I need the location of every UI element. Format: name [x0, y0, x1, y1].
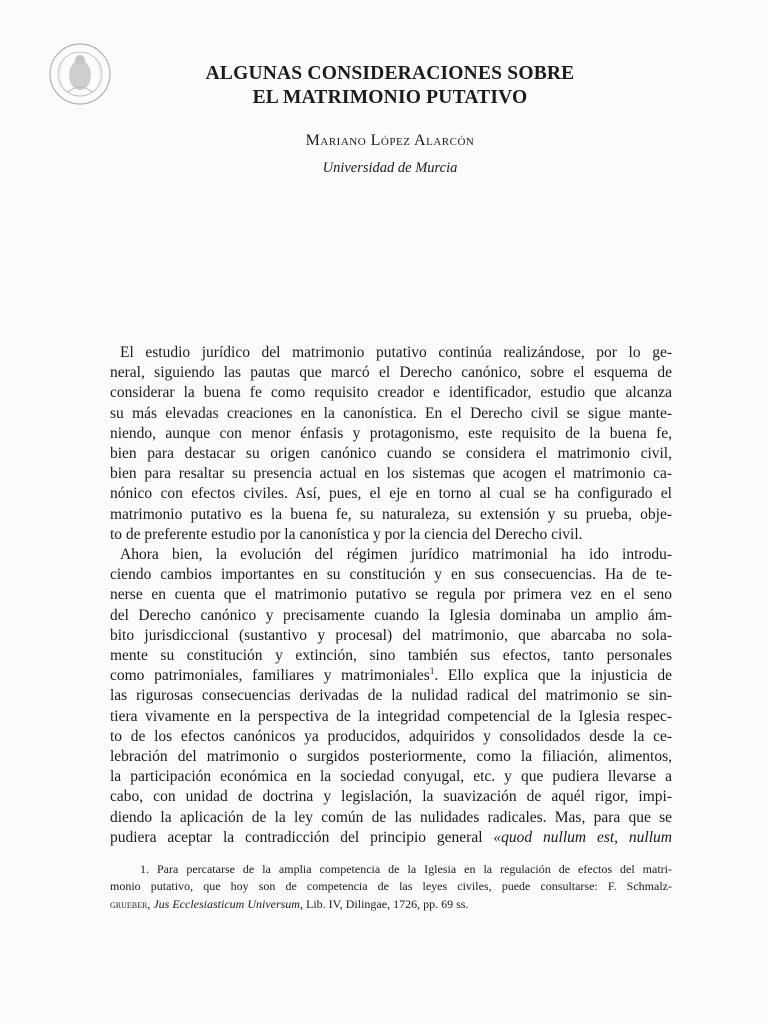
text-line: del Derecho canónico y precisamente cuando la Iglesia dominaba un amplio ám- [110, 606, 672, 624]
text-line: neral, siguiendo las pautas que marcó el Derecho canónico, sobre el esquema de [110, 364, 672, 382]
text-line: mente su constitución y extinción, sino también sus efectos, tanto personales [110, 647, 672, 665]
text-line: como patrimoniales, familiares y matrimoniales$^1$. Ello explica que la injusticia de [110, 666, 672, 685]
text-line: to de preferente estudio por la canonística y por la ciencia del Derecho civil. [110, 525, 583, 543]
text-line: nerse en cuenta que el matrimonio putativo se regula por primera vez en el seno [110, 586, 672, 604]
paragraph-1 [110, 343, 672, 545]
text-line: nónico con efectos civiles. Así, pues, el eje en torno al cual se ha configurado el [110, 485, 672, 503]
text-line: bito jurisdiccional (sustantivo y procesal) del matrimonio, que abarcaba no sola- [110, 626, 672, 644]
paragraph-2 [110, 545, 672, 848]
text-line: to de los efectos canónicos ya producidos, adquiridos y consolidados desde la ce- [110, 727, 672, 745]
university-seal-logo [48, 42, 112, 106]
title-line-2: EL MATRIMONIO PUTATIVO [252, 87, 528, 108]
text-line: lebración del matrimonio o surgidos posteriormente, como la filiación, alimentos, [110, 748, 672, 766]
latin-quote: «quod nullum est, nullum [493, 828, 672, 846]
text-line: niendo, aunque con menor énfasis y protagonismo, este requisito de la buena fe, [110, 424, 672, 442]
text-line: considerar la buena fe como requisito creador e identificador, estudio que alcanza [110, 384, 672, 402]
text-line [110, 828, 672, 848]
footnote-line [110, 861, 672, 878]
text-segment: pudiera aceptar la contradicción del principio general [110, 828, 483, 846]
footnote-line [110, 896, 672, 913]
text-segment: Ello explica que la injusticia de [447, 667, 672, 685]
text-line: la participación económica en la sociedad conyugal, etc. y que pudiera llevarse a [110, 768, 672, 786]
footnote-text: Para percatarse de la amplia competencia de la Iglesia en la regulación de efectos del matri- [157, 862, 673, 876]
text-line: las rigurosas consecuencias derivadas de la nulidad radical del matrimonio se sin- [110, 687, 672, 705]
article-title [120, 62, 660, 110]
text-line: su más elevadas creaciones en la canonística. En el Derecho civil se sigue mante- [110, 404, 672, 422]
text-line: Ahora bien, la evolución del régimen jurídico matrimonial ha ido introdu- [120, 546, 672, 564]
text-line: matrimonio putativo es la buena fe, su naturaleza, su extensión y su prueba, obje- [110, 505, 672, 523]
cited-work: Jus Ecclesiasticum Universum, [153, 896, 303, 911]
text-line: bien para destacar su origen canónico cuando se considera el matrimonio civil, [110, 445, 672, 463]
text-line: diendo la aplicación de la ley común de las nulidades radicales. Mas, para que se [110, 808, 672, 826]
footnote-number: 1. [140, 862, 149, 876]
text-line: tiera vivamente en la perspectiva de la integridad competencial de la Iglesia respec- [110, 707, 672, 725]
footnote-ref[interactable]: 1 [429, 666, 435, 677]
article-body [110, 343, 672, 848]
footnote-line: monio putativo, que hoy son de competencia de las leyes civiles, puede consultarse: F. Schmalz- [110, 879, 672, 894]
author-affiliation: Universidad de Murcia [322, 160, 458, 176]
title-line-1: ALGUNAS CONSIDERACIONES SOBRE [205, 63, 575, 84]
citation-details: Lib. IV, Dilingae, 1726, pp. 69 ss. [305, 896, 469, 911]
text-line: El estudio jurídico del matrimonio putativo continúa realizándose, por lo ge- [120, 344, 672, 361]
cited-author: grueber, [110, 896, 151, 911]
text-line: ciendo cambios importantes en su constitución y en sus consecuencias. Ha de te- [110, 566, 672, 584]
footnote [110, 861, 672, 913]
text-line: bien para resaltar su presencia actual en los sistemas que acogen el matrimonio ca- [110, 465, 672, 483]
author-name: Mariano López Alarcón [305, 132, 475, 149]
text-line: cabo, con unidad de doctrina y legislación, la suavización de aquél rigor, impi- [110, 788, 672, 806]
text-segment: como patrimoniales, familiares y matrimoniales [110, 667, 430, 685]
